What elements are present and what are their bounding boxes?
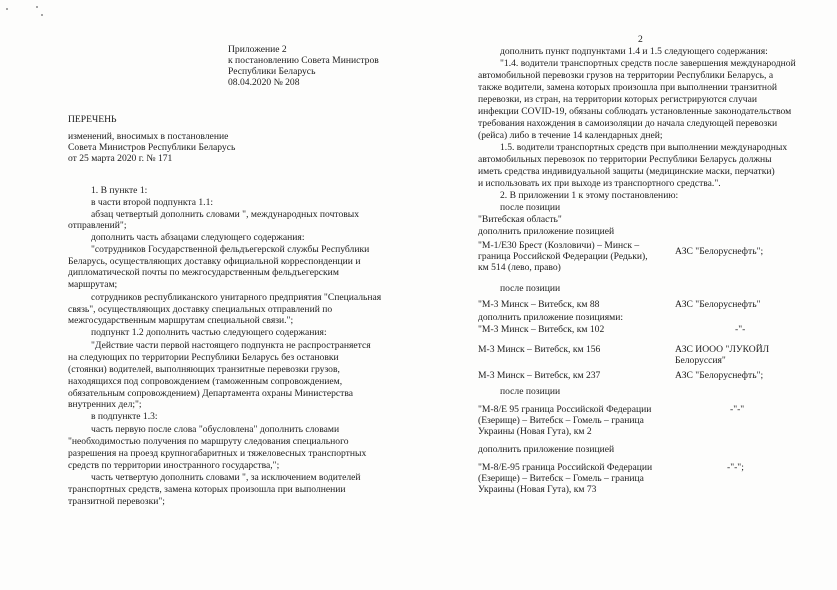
subtitle-line: от 25 марта 2020 г. № 171 (68, 153, 173, 164)
body-line: обязательным сопровождением) Департамента охраны Министерства (68, 388, 353, 399)
table-row-right: АЗС ИООО "ЛУКОЙЛ (675, 344, 770, 355)
body-line: "1.4. водители транспортных средств после завершения международной (500, 58, 796, 69)
body-line: перевозки, из стран, на территории которых регистрируются случаи (478, 94, 757, 105)
body-line: межгосударственным маршрутам специальной связи."; (68, 315, 294, 326)
table-row-left: "М-1/Е30 Брест (Козловичи) – Минск – (478, 240, 640, 251)
table-row-left: М-3 Минск – Витебск, км 156 (478, 344, 601, 355)
table-row-left: "М-8/Е 95 граница Российской Федерации (478, 404, 652, 415)
right-page (440, 0, 837, 590)
body-line: подпункт 1.2 дополнить частью следующего содержания: (91, 327, 327, 338)
body-line: разрешения на проезд крупногабаритных и тяжеловесных транспортных (68, 448, 367, 459)
table-row-right: -"-"; (727, 462, 744, 473)
body-line: на следующих по территории Республики Беларусь без остановки (68, 352, 339, 363)
body-line: дополнить часть абзацами следующего содержания: (91, 232, 305, 243)
body-line: иметь средства индивидуальной защиты (медицинские маски, перчатки) (478, 166, 775, 177)
body-line: часть четвертую дополнить словами ", за исключением водителей (91, 472, 361, 483)
body-line: транспортных средств, замена которых произошла при выполнении (68, 484, 346, 495)
body-line: также водители, замена которых произошла при выполнении транзитной (478, 82, 777, 93)
table-row-right: АЗС "Белоруснефть"; (675, 246, 764, 257)
body-line: часть первую после слова "обусловлена" дополнить словами (91, 424, 340, 435)
table-instruction: дополнить приложение позицией (478, 226, 615, 237)
body-line: (стоянки) водителей, выполняющих транзитные перевозки грузов, (68, 364, 340, 375)
subtitle-line: изменений, вносимых в постановление (68, 131, 229, 142)
table-row-right: -"- (735, 324, 746, 335)
body-line: в подпункте 1.3: (91, 411, 158, 422)
table-instruction: после позиции (500, 386, 561, 397)
table-row-left: М-3 Минск – Витебск, км 237 (478, 370, 601, 381)
body-line: 1.5. водители транспортных средств при выполнении международных (500, 142, 788, 153)
body-line: требования нахождения в самоизоляции до начала следующей перевозки (478, 118, 778, 129)
table-row-right: -"-" (730, 404, 745, 415)
body-line: и использовать их при выходе из транспортного средства.". (478, 178, 721, 189)
appendix-line: Приложение 2 (228, 44, 287, 55)
document-title: ПЕРЕЧЕНЬ (68, 114, 117, 125)
table-row-left: км 514 (лево, право) (478, 262, 561, 273)
table-row-left: Украины (Новая Гута), км 2 (478, 426, 592, 437)
body-line: Беларусь, осуществляющих доставку официальной корреспонденции и (68, 256, 361, 267)
table-row-left: Украины (Новая Гута), км 73 (478, 484, 597, 495)
body-line: транзитной перевозки"; (68, 496, 165, 507)
table-instruction: после позиции (500, 283, 561, 294)
table-row-right: АЗС "Белоруснефть" (675, 299, 761, 310)
table-row-left: "М-3 Минск – Витебск, км 88 (478, 299, 600, 310)
body-line: средств по территории иностранного государства,"; (68, 460, 280, 471)
body-line: инфекции COVID-19, обязаны соблюдать установленные законодательством (478, 106, 792, 117)
body-line: дипломатической почты по межгосударственным фельдъегерским (68, 267, 339, 278)
page-number: 2 (638, 34, 643, 45)
body-line: дополнить пункт подпунктами 1.4 и 1.5 следующего содержания: (500, 46, 768, 57)
body-line: "необходимостью получения по маршруту следования специального (68, 436, 349, 447)
appendix-line: к постановлению Совета Министров (228, 55, 379, 66)
body-line: после позиции (500, 202, 561, 213)
appendix-line: 08.04.2020 № 208 (228, 77, 300, 88)
body-line: 2. В приложении 1 к этому постановлению: (500, 190, 679, 201)
body-line: 1. В пункте 1: (91, 185, 148, 196)
body-line: находящихся под сопровождением (таможенным сопровождением, (68, 376, 343, 387)
body-line: маршрутам; (68, 279, 118, 290)
region-label: "Витебская область" (478, 214, 562, 225)
subtitle-line: Совета Министров Республики Беларусь (68, 142, 236, 153)
table-row-left: "М-8/Е-95 граница Российской Федерации (478, 462, 653, 473)
body-line: автомобильных перевозок по территории Республики Беларусь должны (478, 154, 772, 165)
table-row-left: (Езерище) – Витебск – Гомель – граница (478, 415, 644, 426)
body-line: (рейса) либо в течение 14 календарных дней; (478, 130, 663, 141)
table-instruction: дополнить приложение позицией (478, 444, 615, 455)
table-instruction: дополнить приложение позициями: (478, 312, 624, 323)
body-line: автомобильной перевозки грузов на территории Республики Беларусь, а (478, 70, 774, 81)
body-line: в части второй подпункта 1.1: (91, 197, 214, 208)
body-line: сотрудников республиканского унитарного предприятия "Специальная (91, 292, 382, 303)
body-line: "Действие части первой настоящего подпункта не распространяется (91, 340, 371, 351)
table-row-left: "М-3 Минск – Витебск, км 102 (478, 324, 605, 335)
appendix-line: Республики Беларусь (228, 66, 316, 77)
body-line: внутренних дел;"; (68, 399, 142, 410)
table-row-right: Белоруссия" (675, 355, 726, 366)
table-row-right: АЗС "Белоруснефть"; (675, 370, 764, 381)
body-line: отправлений"; (68, 220, 127, 231)
table-row-left: граница Российской Федерации (Редьки), (478, 251, 648, 262)
body-line: связь", осуществляющих доставку специальных отправлений по (68, 304, 333, 315)
table-row-left: (Езерище) – Витебск – Гомель – граница (478, 473, 644, 484)
body-line: абзац четвертый дополнить словами ", международных почтовых (91, 209, 360, 220)
body-line: "сотрудников Государственной фельдъегерской службы Республики (91, 244, 370, 255)
